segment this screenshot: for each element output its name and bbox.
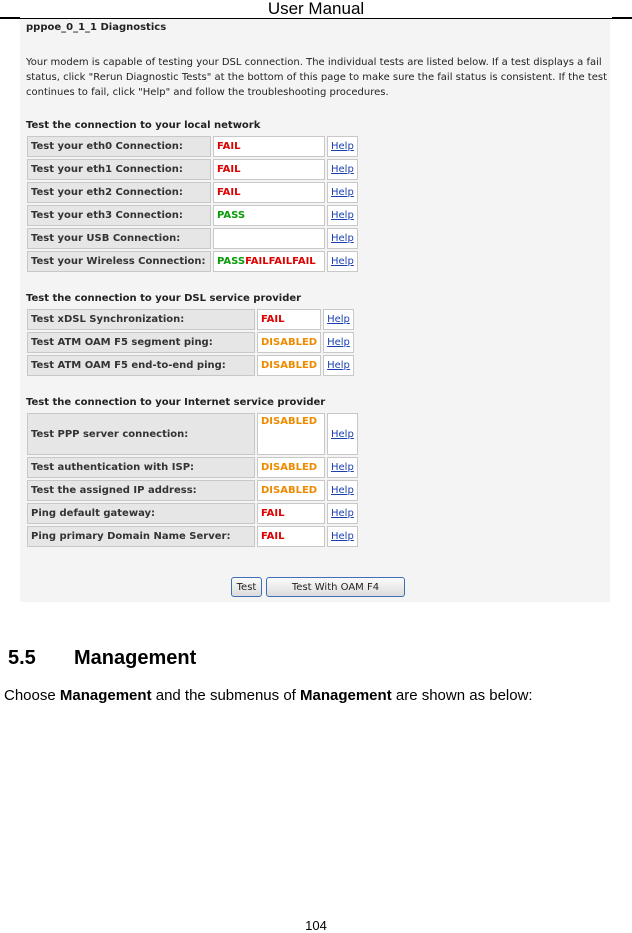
header-rule-right-mark xyxy=(612,17,632,19)
help-link[interactable]: Help xyxy=(331,508,354,519)
test-label: Test authentication with ISP: xyxy=(27,457,255,478)
help-link[interactable]: Help xyxy=(331,462,354,473)
help-link[interactable]: Help xyxy=(331,164,354,175)
test-label: Test ATM OAM F5 end-to-end ping: xyxy=(27,355,255,376)
header-rule-left-mark xyxy=(0,17,20,19)
diagnostics-title: pppoe_0_1_1 Diagnostics xyxy=(26,22,167,33)
table-row xyxy=(27,332,354,353)
result-fail: FAIL xyxy=(245,256,269,267)
help-link[interactable]: Help xyxy=(331,210,354,221)
table-row xyxy=(27,136,358,157)
test-result: DISABLED xyxy=(257,413,325,455)
test-label: Ping default gateway: xyxy=(27,503,255,524)
isp-table xyxy=(25,411,360,549)
table-row xyxy=(27,526,358,547)
header-title: User Manual xyxy=(267,0,365,18)
section-body-text xyxy=(4,687,533,704)
test-result: FAIL xyxy=(257,503,325,524)
diagnostics-description: Your modem is capable of testing your DSL connection. The individual tests are listed below. If a test displays a fail status, click "Rerun Diagnostic Tests" at the bottom of this page to make sure the fail status is consistent. If the test continues to fail, click "Help" and follow the troubleshooting procedures. xyxy=(26,57,608,98)
help-link[interactable]: Help xyxy=(331,531,354,542)
table-row xyxy=(27,457,358,478)
body-text-pre: Choose xyxy=(4,687,60,704)
help-link[interactable]: Help xyxy=(331,256,354,267)
table-row xyxy=(27,159,358,180)
test-label: Test your eth2 Connection: xyxy=(27,182,211,203)
test-result: FAIL xyxy=(213,182,325,203)
body-text-bold: Management xyxy=(300,687,392,704)
test-button[interactable]: Test xyxy=(231,577,262,597)
section-number: 5.5 xyxy=(8,647,36,669)
test-label: Test xDSL Synchronization: xyxy=(27,309,255,330)
body-text-bold: Management xyxy=(59,687,152,704)
test-result: DISABLED xyxy=(257,332,321,353)
test-result xyxy=(213,228,325,249)
table-row xyxy=(27,251,358,272)
table-row xyxy=(27,309,354,330)
table-row xyxy=(27,205,358,226)
table-row xyxy=(27,355,354,376)
test-result: DISABLED xyxy=(257,457,325,478)
help-link[interactable]: Help xyxy=(331,428,354,440)
help-link[interactable]: Help xyxy=(331,233,354,244)
test-label: Test your eth3 Connection: xyxy=(27,205,211,226)
test-label: Test your USB Connection: xyxy=(27,228,211,249)
help-link[interactable]: Help xyxy=(327,360,350,371)
test-result: FAIL xyxy=(257,526,325,547)
help-link[interactable]: Help xyxy=(331,485,354,496)
test-result: FAIL xyxy=(213,136,325,157)
help-link[interactable]: Help xyxy=(331,187,354,198)
local-network-heading: Test the connection to your local network xyxy=(26,120,261,131)
test-label: Ping primary Domain Name Server: xyxy=(27,526,255,547)
table-row xyxy=(27,228,358,249)
test-label: Test your Wireless Connection: xyxy=(27,251,211,272)
result-pass: PASS xyxy=(217,256,246,267)
local-network-table xyxy=(25,134,360,274)
isp-heading: Test the connection to your Internet service provider xyxy=(26,397,326,408)
page-number: 104 xyxy=(305,918,327,933)
body-text-mid: and the submenus of xyxy=(151,687,300,704)
help-link[interactable]: Help xyxy=(327,314,350,325)
test-label: Test your eth1 Connection: xyxy=(27,159,211,180)
result-fail: FAIL xyxy=(268,256,293,267)
test-result: DISABLED xyxy=(257,480,325,501)
dsl-provider-heading: Test the connection to your DSL service provider xyxy=(26,293,302,304)
table-row xyxy=(27,413,358,455)
test-label: Test the assigned IP address: xyxy=(27,480,255,501)
test-label: Test PPP server connection: xyxy=(27,413,255,455)
dsl-provider-table xyxy=(25,307,356,378)
test-result: FAIL xyxy=(213,159,325,180)
test-result: FAIL xyxy=(257,309,321,330)
test-label: Test your eth0 Connection: xyxy=(27,136,211,157)
test-with-oam-f4-button[interactable]: Test With OAM F4 xyxy=(266,577,405,597)
table-row xyxy=(27,182,358,203)
test-label: Test ATM OAM F5 segment ping: xyxy=(27,332,255,353)
test-result: DISABLED xyxy=(257,355,321,376)
table-row xyxy=(27,503,358,524)
test-result: PASS xyxy=(213,205,325,226)
diagnostics-screenshot xyxy=(20,19,610,602)
result-fail: FAIL xyxy=(292,256,316,267)
table-row xyxy=(27,480,358,501)
help-link[interactable]: Help xyxy=(331,141,354,152)
section-title: Management xyxy=(74,647,197,669)
body-text-post: are shown as below: xyxy=(391,687,533,704)
help-link[interactable]: Help xyxy=(327,337,350,348)
test-result xyxy=(213,251,325,272)
